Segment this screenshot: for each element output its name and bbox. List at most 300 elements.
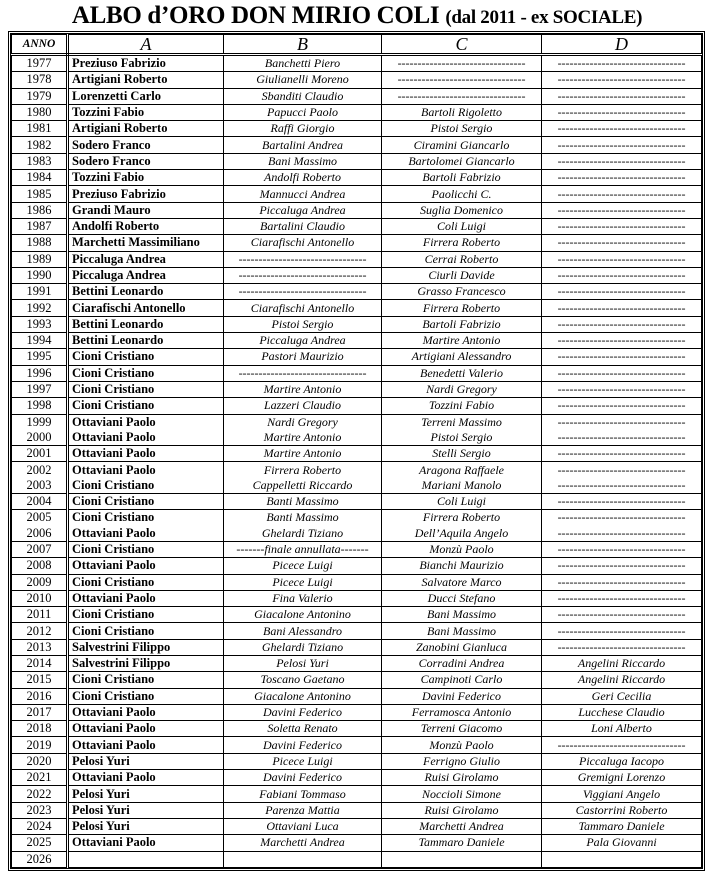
col-b-cell: -------finale annullata------- bbox=[224, 541, 382, 557]
col-b-cell: Banchetti Piero bbox=[224, 55, 382, 72]
title-main: ALBO d’ORO DON MIRIO COLI bbox=[71, 2, 440, 29]
col-c-cell: Martire Antonio bbox=[382, 333, 542, 349]
col-c-cell: Bianchi Maurizio bbox=[382, 558, 542, 574]
col-a-cell: Cioni Cristiano bbox=[68, 478, 224, 494]
col-c-cell: Ciramini Giancarlo bbox=[382, 137, 542, 153]
title-subtitle: (dal 2011 - ex SOCIALE) bbox=[445, 7, 643, 28]
year-cell: 1999 bbox=[12, 414, 68, 430]
year-cell: 1992 bbox=[12, 300, 68, 316]
col-b-cell: Mannucci Andrea bbox=[224, 186, 382, 202]
col-b-cell: Bartalini Claudio bbox=[224, 218, 382, 234]
col-b-cell: Nardi Gregory bbox=[224, 414, 382, 430]
col-a-cell: Bettini Leonardo bbox=[68, 284, 224, 300]
col-a-cell: Cioni Cristiano bbox=[68, 381, 224, 397]
col-c-cell: Paolicchi C. bbox=[382, 186, 542, 202]
col-d-cell: -------------------------------- bbox=[542, 494, 702, 510]
table-row bbox=[12, 510, 702, 526]
col-c-cell: Bani Massimo bbox=[382, 623, 542, 639]
col-d-cell: -------------------------------- bbox=[542, 526, 702, 542]
col-d-cell: -------------------------------- bbox=[542, 186, 702, 202]
table-row bbox=[12, 818, 702, 834]
col-d-cell: -------------------------------- bbox=[542, 153, 702, 169]
col-d-cell: -------------------------------- bbox=[542, 333, 702, 349]
col-b-cell: Picece Luigi bbox=[224, 558, 382, 574]
col-a-cell: Cioni Cristiano bbox=[68, 688, 224, 704]
col-d-cell: Piccaluga Iacopo bbox=[542, 753, 702, 769]
col-c-cell: Cerrai Roberto bbox=[382, 251, 542, 267]
col-a-cell: Cioni Cristiano bbox=[68, 574, 224, 590]
col-d-cell: Tammaro Daniele bbox=[542, 818, 702, 834]
col-d-cell: Castorrini Roberto bbox=[542, 802, 702, 818]
col-b-cell: Pistoi Sergio bbox=[224, 316, 382, 332]
col-a-cell: Cioni Cristiano bbox=[68, 398, 224, 414]
col-b-cell: Lazzeri Claudio bbox=[224, 398, 382, 414]
col-c-cell: Bartoli Fabrizio bbox=[382, 170, 542, 186]
col-c-cell: Bartoli Rigoletto bbox=[382, 104, 542, 120]
col-c-cell: Artigiani Alessandro bbox=[382, 349, 542, 365]
col-a-cell: Ottaviani Paolo bbox=[68, 704, 224, 720]
col-b-cell: Bani Alessandro bbox=[224, 623, 382, 639]
col-c-cell: Davini Federico bbox=[382, 688, 542, 704]
col-d-cell: Angelini Riccardo bbox=[542, 672, 702, 688]
col-d-cell: -------------------------------- bbox=[542, 398, 702, 414]
table-row bbox=[12, 349, 702, 365]
table-row bbox=[12, 398, 702, 414]
year-cell: 2025 bbox=[12, 835, 68, 851]
col-a-cell: Cioni Cristiano bbox=[68, 541, 224, 557]
col-b-cell: Fina Valerio bbox=[224, 590, 382, 606]
year-cell: 2006 bbox=[12, 526, 68, 542]
col-b-cell: Andolfi Roberto bbox=[224, 170, 382, 186]
table-row bbox=[12, 284, 702, 300]
col-c-cell: Terreni Giacomo bbox=[382, 721, 542, 737]
year-cell: 2021 bbox=[12, 770, 68, 786]
col-c-cell: Campinoti Carlo bbox=[382, 672, 542, 688]
year-cell: 2002 bbox=[12, 462, 68, 478]
year-cell: 2017 bbox=[12, 704, 68, 720]
col-c-cell: Corradini Andrea bbox=[382, 655, 542, 671]
year-cell: 2007 bbox=[12, 541, 68, 557]
table-row bbox=[12, 802, 702, 818]
col-d-cell: -------------------------------- bbox=[542, 623, 702, 639]
col-d-cell: -------------------------------- bbox=[542, 235, 702, 251]
col-a-cell: Ottaviani Paolo bbox=[68, 430, 224, 446]
table-row bbox=[12, 121, 702, 137]
col-c-cell: Monzù Paolo bbox=[382, 541, 542, 557]
table-row bbox=[12, 786, 702, 802]
col-b-cell: Raffi Giorgio bbox=[224, 121, 382, 137]
year-cell: 1993 bbox=[12, 316, 68, 332]
col-c-cell: Bartoli Fabrizio bbox=[382, 316, 542, 332]
col-d-cell: -------------------------------- bbox=[542, 510, 702, 526]
year-cell: 1991 bbox=[12, 284, 68, 300]
col-d-cell: -------------------------------- bbox=[542, 574, 702, 590]
year-cell: 2022 bbox=[12, 786, 68, 802]
col-b-cell: Banti Massimo bbox=[224, 494, 382, 510]
col-d-cell: Pala Giovanni bbox=[542, 835, 702, 851]
col-c-cell: Aragona Raffaele bbox=[382, 462, 542, 478]
year-cell: 2018 bbox=[12, 721, 68, 737]
col-d-cell: Gremigni Lorenzo bbox=[542, 770, 702, 786]
year-cell: 2015 bbox=[12, 672, 68, 688]
col-a-cell: Ottaviani Paolo bbox=[68, 414, 224, 430]
col-d-cell: -------------------------------- bbox=[542, 414, 702, 430]
table-row bbox=[12, 737, 702, 753]
year-cell: 2014 bbox=[12, 655, 68, 671]
col-b-cell: Davini Federico bbox=[224, 704, 382, 720]
table-row bbox=[12, 170, 702, 186]
col-b-cell: Firrera Roberto bbox=[224, 462, 382, 478]
col-a-cell: Ottaviani Paolo bbox=[68, 737, 224, 753]
table-row bbox=[12, 300, 702, 316]
col-c-cell: Bartolomei Giancarlo bbox=[382, 153, 542, 169]
col-a-cell: Pelosi Yuri bbox=[68, 802, 224, 818]
col-d-cell: -------------------------------- bbox=[542, 639, 702, 655]
col-a-cell: Tozzini Fabio bbox=[68, 104, 224, 120]
table-row bbox=[12, 186, 702, 202]
col-a-cell: Pelosi Yuri bbox=[68, 818, 224, 834]
col-d-cell: -------------------------------- bbox=[542, 170, 702, 186]
year-cell: 1985 bbox=[12, 186, 68, 202]
col-a-cell: Sodero Franco bbox=[68, 137, 224, 153]
col-b-cell: Picece Luigi bbox=[224, 753, 382, 769]
year-cell: 2026 bbox=[12, 851, 68, 867]
year-cell: 1998 bbox=[12, 398, 68, 414]
col-a-cell: Lorenzetti Carlo bbox=[68, 88, 224, 104]
table-row bbox=[12, 721, 702, 737]
col-b-cell: Giacalone Antonino bbox=[224, 688, 382, 704]
col-d-cell: -------------------------------- bbox=[542, 137, 702, 153]
col-b-cell: Davini Federico bbox=[224, 770, 382, 786]
table-row bbox=[12, 688, 702, 704]
col-b-cell: Ghelardi Tiziano bbox=[224, 526, 382, 542]
table-row bbox=[12, 446, 702, 462]
table-row bbox=[12, 494, 702, 510]
col-c-cell: Ruisi Girolamo bbox=[382, 770, 542, 786]
col-b-cell: -------------------------------- bbox=[224, 251, 382, 267]
table-row bbox=[12, 704, 702, 720]
col-a-cell: Andolfi Roberto bbox=[68, 218, 224, 234]
year-cell: 1996 bbox=[12, 365, 68, 381]
col-c-cell: Ferramosca Antonio bbox=[382, 704, 542, 720]
col-d-cell: -------------------------------- bbox=[542, 300, 702, 316]
year-cell: 2000 bbox=[12, 430, 68, 446]
col-b-cell: Soletta Renato bbox=[224, 721, 382, 737]
col-c-cell: Tozzini Fabio bbox=[382, 398, 542, 414]
col-a-cell: Ottaviani Paolo bbox=[68, 462, 224, 478]
col-d-cell: -------------------------------- bbox=[542, 104, 702, 120]
col-c-cell: -------------------------------- bbox=[382, 55, 542, 72]
col-d-cell: -------------------------------- bbox=[542, 349, 702, 365]
table-row bbox=[12, 526, 702, 542]
col-c-cell: Bani Massimo bbox=[382, 607, 542, 623]
col-b-cell: Bani Massimo bbox=[224, 153, 382, 169]
col-c-cell: -------------------------------- bbox=[382, 72, 542, 88]
col-b-cell: Pelosi Yuri bbox=[224, 655, 382, 671]
table-row bbox=[12, 590, 702, 606]
header-b: B bbox=[224, 35, 382, 55]
col-a-cell: Ottaviani Paolo bbox=[68, 590, 224, 606]
table-row bbox=[12, 72, 702, 88]
table-row bbox=[12, 365, 702, 381]
col-c-cell: Coli Luigi bbox=[382, 494, 542, 510]
year-cell: 1977 bbox=[12, 55, 68, 72]
col-a-cell: Salvestrini Filippo bbox=[68, 655, 224, 671]
year-cell: 2024 bbox=[12, 818, 68, 834]
col-d-cell: -------------------------------- bbox=[542, 478, 702, 494]
col-d-cell: -------------------------------- bbox=[542, 267, 702, 283]
col-c-cell bbox=[382, 851, 542, 867]
table-row bbox=[12, 218, 702, 234]
col-a-cell: Grandi Mauro bbox=[68, 202, 224, 218]
col-a-cell: Artigiani Roberto bbox=[68, 72, 224, 88]
col-a-cell: Ottaviani Paolo bbox=[68, 558, 224, 574]
table-row bbox=[12, 655, 702, 671]
col-a-cell: Preziuso Fabrizio bbox=[68, 55, 224, 72]
col-a-cell: Artigiani Roberto bbox=[68, 121, 224, 137]
col-c-cell: Salvatore Marco bbox=[382, 574, 542, 590]
col-b-cell: Parenza Mattia bbox=[224, 802, 382, 818]
year-cell: 2008 bbox=[12, 558, 68, 574]
table-row bbox=[12, 88, 702, 104]
col-c-cell: Nardi Gregory bbox=[382, 381, 542, 397]
year-cell: 2001 bbox=[12, 446, 68, 462]
year-cell: 1982 bbox=[12, 137, 68, 153]
col-b-cell: Banti Massimo bbox=[224, 510, 382, 526]
col-d-cell: -------------------------------- bbox=[542, 251, 702, 267]
table-row bbox=[12, 835, 702, 851]
col-c-cell: Pistoi Sergio bbox=[382, 430, 542, 446]
year-cell: 1984 bbox=[12, 170, 68, 186]
col-c-cell: Firrera Roberto bbox=[382, 300, 542, 316]
year-cell: 1994 bbox=[12, 333, 68, 349]
col-b-cell: Giulianelli Moreno bbox=[224, 72, 382, 88]
table-row bbox=[12, 137, 702, 153]
year-cell: 2005 bbox=[12, 510, 68, 526]
col-d-cell: Viggiani Angelo bbox=[542, 786, 702, 802]
col-d-cell: -------------------------------- bbox=[542, 462, 702, 478]
col-b-cell: -------------------------------- bbox=[224, 267, 382, 283]
col-a-cell: Cioni Cristiano bbox=[68, 510, 224, 526]
col-a-cell: Ottaviani Paolo bbox=[68, 770, 224, 786]
col-b-cell: Piccaluga Andrea bbox=[224, 202, 382, 218]
col-a-cell: Cioni Cristiano bbox=[68, 494, 224, 510]
col-d-cell: -------------------------------- bbox=[542, 558, 702, 574]
col-b-cell: Marchetti Andrea bbox=[224, 835, 382, 851]
year-cell: 1987 bbox=[12, 218, 68, 234]
col-b-cell bbox=[224, 851, 382, 867]
col-a-cell: Cioni Cristiano bbox=[68, 365, 224, 381]
table-row bbox=[12, 462, 702, 478]
table-row bbox=[12, 235, 702, 251]
table-row bbox=[12, 574, 702, 590]
col-b-cell: Ottaviani Luca bbox=[224, 818, 382, 834]
col-c-cell: Dell’Aquila Angelo bbox=[382, 526, 542, 542]
col-d-cell: Lucchese Claudio bbox=[542, 704, 702, 720]
col-a-cell: Cioni Cristiano bbox=[68, 607, 224, 623]
year-cell: 2019 bbox=[12, 737, 68, 753]
col-b-cell: Martire Antonio bbox=[224, 446, 382, 462]
col-c-cell: Ciurli Davide bbox=[382, 267, 542, 283]
year-cell: 2020 bbox=[12, 753, 68, 769]
year-cell: 2010 bbox=[12, 590, 68, 606]
col-c-cell: Ducci Stefano bbox=[382, 590, 542, 606]
col-b-cell: Cappelletti Riccardo bbox=[224, 478, 382, 494]
col-d-cell: -------------------------------- bbox=[542, 55, 702, 72]
year-cell: 1990 bbox=[12, 267, 68, 283]
header-c: C bbox=[382, 35, 542, 55]
year-cell: 1981 bbox=[12, 121, 68, 137]
table-row bbox=[12, 104, 702, 120]
col-d-cell: -------------------------------- bbox=[542, 590, 702, 606]
table-row bbox=[12, 333, 702, 349]
col-a-cell: Marchetti Massimiliano bbox=[68, 235, 224, 251]
col-a-cell: Piccaluga Andrea bbox=[68, 267, 224, 283]
table-row bbox=[12, 607, 702, 623]
col-b-cell: Sbanditi Claudio bbox=[224, 88, 382, 104]
year-cell: 2016 bbox=[12, 688, 68, 704]
col-c-cell: Marchetti Andrea bbox=[382, 818, 542, 834]
col-b-cell: Fabiani Tommaso bbox=[224, 786, 382, 802]
col-b-cell: Piccaluga Andrea bbox=[224, 333, 382, 349]
col-a-cell: Bettini Leonardo bbox=[68, 316, 224, 332]
col-c-cell: Firrera Roberto bbox=[382, 510, 542, 526]
col-a-cell: Ciarafischi Antonello bbox=[68, 300, 224, 316]
year-cell: 1979 bbox=[12, 88, 68, 104]
col-a-cell: Pelosi Yuri bbox=[68, 753, 224, 769]
table-body bbox=[12, 55, 702, 868]
col-a-cell: Salvestrini Filippo bbox=[68, 639, 224, 655]
table-row bbox=[12, 558, 702, 574]
year-cell: 2011 bbox=[12, 607, 68, 623]
header-d: D bbox=[542, 35, 702, 55]
col-d-cell: -------------------------------- bbox=[542, 72, 702, 88]
col-a-cell: Pelosi Yuri bbox=[68, 786, 224, 802]
year-cell: 1988 bbox=[12, 235, 68, 251]
col-a-cell: Piccaluga Andrea bbox=[68, 251, 224, 267]
year-cell: 1997 bbox=[12, 381, 68, 397]
table-row bbox=[12, 541, 702, 557]
header-a: A bbox=[68, 35, 224, 55]
col-d-cell: -------------------------------- bbox=[542, 541, 702, 557]
page-title bbox=[0, 2, 714, 32]
col-c-cell: Terreni Massimo bbox=[382, 414, 542, 430]
table-row bbox=[12, 414, 702, 430]
col-b-cell: Ciarafischi Antonello bbox=[224, 235, 382, 251]
col-c-cell: Noccioli Simone bbox=[382, 786, 542, 802]
col-d-cell: -------------------------------- bbox=[542, 88, 702, 104]
col-a-cell: Ottaviani Paolo bbox=[68, 721, 224, 737]
col-d-cell: Angelini Riccardo bbox=[542, 655, 702, 671]
year-cell: 1983 bbox=[12, 153, 68, 169]
col-d-cell: -------------------------------- bbox=[542, 202, 702, 218]
table-row bbox=[12, 381, 702, 397]
col-d-cell: -------------------------------- bbox=[542, 218, 702, 234]
year-cell: 2012 bbox=[12, 623, 68, 639]
col-a-cell bbox=[68, 851, 224, 867]
col-c-cell: Stelli Sergio bbox=[382, 446, 542, 462]
col-c-cell: Firrera Roberto bbox=[382, 235, 542, 251]
table-row bbox=[12, 753, 702, 769]
col-c-cell: Ruisi Girolamo bbox=[382, 802, 542, 818]
year-cell: 1989 bbox=[12, 251, 68, 267]
col-d-cell bbox=[542, 851, 702, 867]
col-c-cell: Suglia Domenico bbox=[382, 202, 542, 218]
col-b-cell: -------------------------------- bbox=[224, 365, 382, 381]
table-row bbox=[12, 316, 702, 332]
table-row bbox=[12, 55, 702, 72]
col-a-cell: Bettini Leonardo bbox=[68, 333, 224, 349]
col-c-cell: Zanobini Gianluca bbox=[382, 639, 542, 655]
col-a-cell: Sodero Franco bbox=[68, 153, 224, 169]
header-row bbox=[12, 35, 702, 55]
table-row bbox=[12, 478, 702, 494]
col-b-cell: Bartalini Andrea bbox=[224, 137, 382, 153]
table-row bbox=[12, 623, 702, 639]
table-row bbox=[12, 639, 702, 655]
col-a-cell: Cioni Cristiano bbox=[68, 672, 224, 688]
table-row bbox=[12, 430, 702, 446]
col-d-cell: -------------------------------- bbox=[542, 365, 702, 381]
col-d-cell: -------------------------------- bbox=[542, 284, 702, 300]
col-d-cell: -------------------------------- bbox=[542, 430, 702, 446]
col-b-cell: Toscano Gaetano bbox=[224, 672, 382, 688]
header-year: ANNO bbox=[12, 35, 68, 55]
col-a-cell: Ottaviani Paolo bbox=[68, 446, 224, 462]
col-c-cell: Ferrigno Giulio bbox=[382, 753, 542, 769]
col-c-cell: Monzù Paolo bbox=[382, 737, 542, 753]
col-b-cell: Ciarafischi Antonello bbox=[224, 300, 382, 316]
col-d-cell: -------------------------------- bbox=[542, 737, 702, 753]
year-cell: 1978 bbox=[12, 72, 68, 88]
table-row bbox=[12, 770, 702, 786]
col-d-cell: -------------------------------- bbox=[542, 446, 702, 462]
year-cell: 2003 bbox=[12, 478, 68, 494]
col-a-cell: Cioni Cristiano bbox=[68, 349, 224, 365]
col-b-cell: Papucci Paolo bbox=[224, 104, 382, 120]
table-row bbox=[12, 202, 702, 218]
col-c-cell: -------------------------------- bbox=[382, 88, 542, 104]
year-cell: 1980 bbox=[12, 104, 68, 120]
col-a-cell: Tozzini Fabio bbox=[68, 170, 224, 186]
col-c-cell: Tammaro Daniele bbox=[382, 835, 542, 851]
col-c-cell: Coli Luigi bbox=[382, 218, 542, 234]
col-b-cell: Pastori Maurizio bbox=[224, 349, 382, 365]
col-d-cell: -------------------------------- bbox=[542, 316, 702, 332]
table-row bbox=[12, 672, 702, 688]
col-d-cell: Loni Alberto bbox=[542, 721, 702, 737]
col-d-cell: -------------------------------- bbox=[542, 607, 702, 623]
year-cell: 2004 bbox=[12, 494, 68, 510]
col-c-cell: Benedetti Valerio bbox=[382, 365, 542, 381]
table-row bbox=[12, 267, 702, 283]
year-cell: 2013 bbox=[12, 639, 68, 655]
col-a-cell: Cioni Cristiano bbox=[68, 623, 224, 639]
col-a-cell: Ottaviani Paolo bbox=[68, 835, 224, 851]
table-row bbox=[12, 251, 702, 267]
col-c-cell: Pistoi Sergio bbox=[382, 121, 542, 137]
col-c-cell: Mariani Manolo bbox=[382, 478, 542, 494]
col-b-cell: Ghelardi Tiziano bbox=[224, 639, 382, 655]
year-cell: 2023 bbox=[12, 802, 68, 818]
col-d-cell: -------------------------------- bbox=[542, 381, 702, 397]
year-cell: 1986 bbox=[12, 202, 68, 218]
year-cell: 2009 bbox=[12, 574, 68, 590]
col-d-cell: Geri Cecilia bbox=[542, 688, 702, 704]
table-row bbox=[12, 153, 702, 169]
col-b-cell: -------------------------------- bbox=[224, 284, 382, 300]
col-b-cell: Martire Antonio bbox=[224, 381, 382, 397]
